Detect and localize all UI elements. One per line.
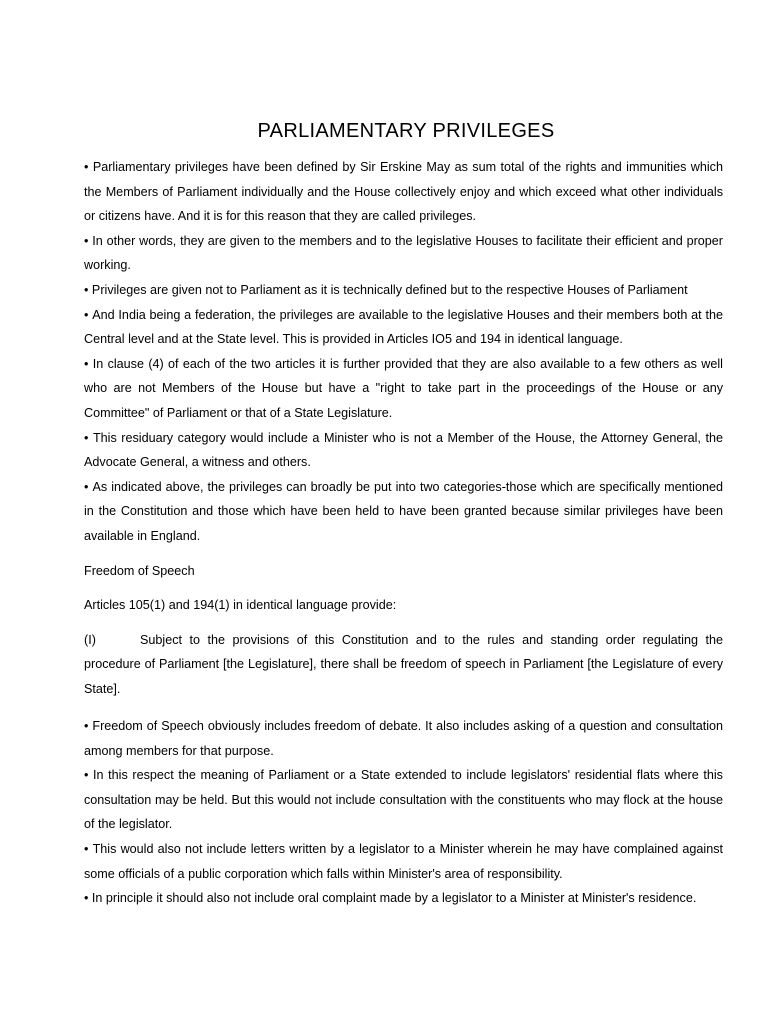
paragraph-text: In principle it should also not include oral complaint made by a legislator to a Minister at Minister's residence. [91, 891, 697, 906]
paragraph-text: In this respect the meaning of Parliament or a State extended to include legislators' residential flats where this consultation may be held. But this would not include consultation with the constituents who may flock at the house of the legislator. [84, 768, 723, 832]
paragraph-text: Freedom of Speech obviously includes freedom of debate. It also includes asking of a question and consultation among members for that purpose. [84, 719, 723, 758]
page-title: PARLIAMENTARY PRIVILEGES [257, 120, 555, 142]
clause-number: (I) [84, 632, 96, 647]
section-heading: Freedom of Speech [84, 563, 195, 578]
bullet-paragraph [84, 763, 723, 837]
bullet-paragraph [84, 229, 723, 278]
bullet-paragraph [84, 278, 723, 303]
paragraph-text: In clause (4) of each of the two articles it is further provided that they are also available to a few others as well who are not Members of the House but have a "right to take part in the proceedings of the House or any Committee" of Parliament or that of a State Legislature. [84, 356, 723, 420]
bullet-paragraph [84, 475, 723, 549]
paragraph-text: This residuary category would include a Minister who is not a Member of the House, the Attorney General, the Advocate General, a witness and others. [84, 430, 723, 470]
paragraph-text: Parliamentary privileges have been defined by Sir Erskine May as sum total of the rights and immunities which the Members of Parliament individually and the House collectively enjoy and which exceed what other individuals or citizens have. And it is for this reason that they are called privileges. [84, 160, 723, 224]
paragraph-text: And India being a federation, the privileges are available to the legislative Houses and their members both at the Central level and at the State level. This is provided in Articles IO5 and 194 in identical language. [84, 307, 723, 347]
numbered-clause [84, 628, 723, 702]
paragraph-text: In other words, they are given to the members and to the legislative Houses to facilitate their efficient and proper working. [84, 233, 723, 273]
bullet-paragraph [84, 155, 723, 229]
bullet-paragraph [84, 426, 723, 475]
bullet-paragraph [84, 352, 723, 426]
bullet-paragraph [84, 303, 723, 352]
bullet-paragraph [84, 714, 723, 763]
paragraph-text: This would also not include letters written by a legislator to a Minister wherein he may have complained against some officials of a public corporation which falls within Minister's area of responsibility. [84, 842, 723, 881]
paragraph-text: Privileges are given not to Parliament as it is technically defined but to the respective Houses of Parliament [91, 282, 688, 297]
paragraph-text: As indicated above, the privileges can broadly be put into two categories-those which are specifically mentioned in the Constitution and those which have been held to have been granted because similar privileges have been available in England. [84, 479, 723, 543]
bullet-paragraph [84, 837, 723, 886]
clause-text: Subject to the provisions of this Constitution and to the rules and standing order regulating the procedure of Parliament [the Legislature], there shall be freedom of speech in Parliament [the Legislature of every State]. [84, 632, 723, 696]
articles-line: Articles 105(1) and 194(1) in identical language provide: [84, 598, 397, 613]
bullet-paragraph [84, 886, 723, 911]
